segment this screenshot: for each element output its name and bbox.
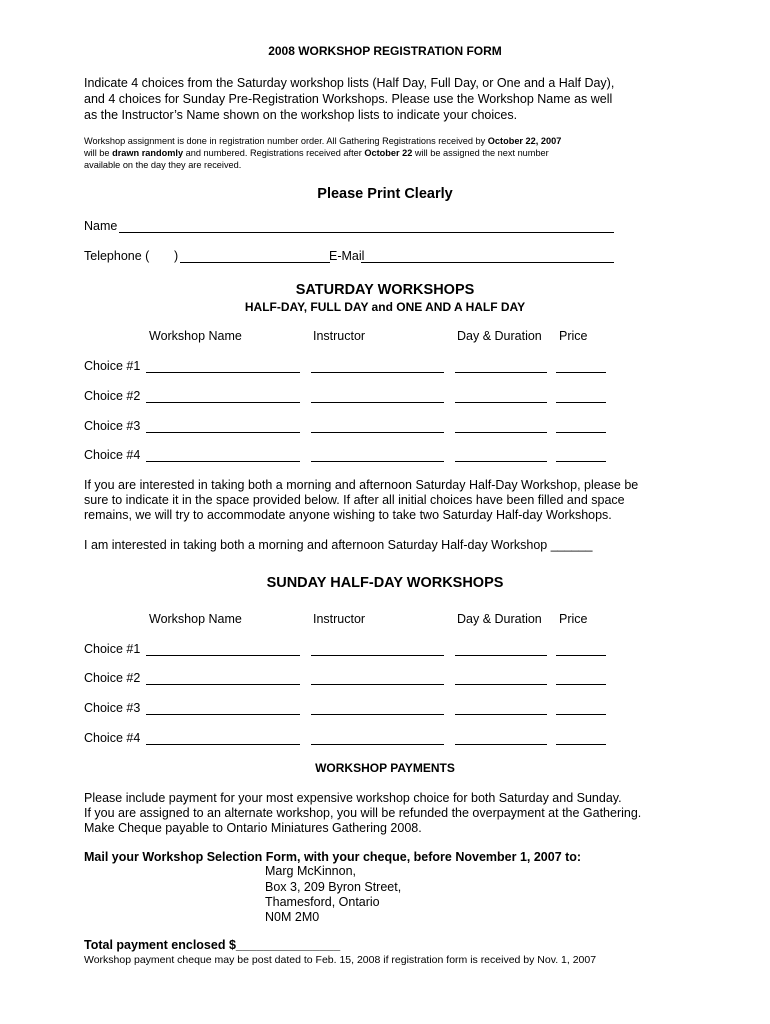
sat-1-instructor-field[interactable] <box>311 372 444 373</box>
email-field[interactable] <box>361 262 614 263</box>
sun-3-day-field[interactable] <box>455 714 547 715</box>
sun-col-instructor: Instructor <box>313 612 366 626</box>
payments-line-2: If you are assigned to an alternate workshop, you will be refunded the overpayment at the Gathering. <box>84 806 642 820</box>
both-note-line-1: If you are interested in taking both a morning and afternoon Saturday Half-Day Workshop, please be <box>84 478 639 492</box>
sat-2-day-field[interactable] <box>455 402 547 403</box>
sat-3-day-field[interactable] <box>455 432 547 433</box>
drawn-randomly-text: drawn randomly <box>112 148 184 158</box>
sat-1-price-field[interactable] <box>556 372 606 373</box>
print-clearly-heading: Please Print Clearly <box>317 186 453 202</box>
sun-3-workshop-field[interactable] <box>146 714 300 715</box>
email-label: E-Mail <box>329 249 365 263</box>
name-label: Name <box>84 219 118 233</box>
sun-3-price-field[interactable] <box>556 714 606 715</box>
postdate-note: Workshop payment cheque may be post dated to Feb. 15, 2008 if registration form is received by Nov. 1, 2007 <box>84 954 597 966</box>
sat-2-workshop-field[interactable] <box>146 402 300 403</box>
both-interest-line[interactable]: I am interested in taking both a morning and afternoon Saturday Half-day Workshop ______ <box>84 538 593 552</box>
choice-label: Choice #2 <box>84 389 141 403</box>
sun-4-day-field[interactable] <box>455 744 547 745</box>
intro-line-1: Indicate 4 choices from the Saturday workshop lists (Half Day, Full Day, or One and a Half Day), <box>84 76 615 90</box>
sun-2-workshop-field[interactable] <box>146 684 300 685</box>
intro-line-2: and 4 choices for Sunday Pre-Registration Workshops. Please use the Workshop Name as well <box>84 92 613 106</box>
address-line-3: Thamesford, Ontario <box>265 895 380 909</box>
sun-col-workshop-name: Workshop Name <box>149 612 242 626</box>
sun-1-workshop-field[interactable] <box>146 655 300 656</box>
both-note-line-2: sure to indicate it in the space provided below. If after all initial choices have been filled and space <box>84 493 625 507</box>
saturday-heading: SATURDAY WORKSHOPS <box>295 282 475 298</box>
sat-3-workshop-field[interactable] <box>146 432 300 433</box>
sat-4-instructor-field[interactable] <box>311 461 444 462</box>
choice-label: Choice #3 <box>84 701 141 715</box>
assignment-note-text: will be assigned the next number <box>412 148 549 158</box>
intro-line-3: as the Instructor’s Name shown on the workshop lists to indicate your choices. <box>84 108 518 122</box>
assignment-note-line-2 <box>84 148 549 158</box>
sat-1-workshop-field[interactable] <box>146 372 300 373</box>
sun-4-price-field[interactable] <box>556 744 606 745</box>
assignment-note-text: Workshop assignment is done in registration number order. All Gathering Registrations received by <box>84 136 488 146</box>
sat-2-instructor-field[interactable] <box>311 402 444 403</box>
sun-4-workshop-field[interactable] <box>146 744 300 745</box>
saturday-subheading: HALF-DAY, FULL DAY and ONE AND A HALF DAY <box>244 300 526 314</box>
assignment-note-line-3: available on the day they are received. <box>84 160 242 170</box>
choice-label: Choice #3 <box>84 419 141 433</box>
sat-4-day-field[interactable] <box>455 461 547 462</box>
choice-label: Choice #1 <box>84 642 141 656</box>
choice-label: Choice #1 <box>84 359 141 373</box>
payments-line-1: Please include payment for your most expensive workshop choice for both Saturday and Sunday. <box>84 791 622 805</box>
telephone-close-paren: ) <box>174 249 179 263</box>
sat-3-price-field[interactable] <box>556 432 606 433</box>
total-payment-field[interactable]: Total payment enclosed $_______________ <box>84 938 341 952</box>
sunday-heading: SUNDAY HALF-DAY WORKSHOPS <box>266 575 504 591</box>
address-line-4: N0M 2M0 <box>265 910 320 924</box>
sat-col-instructor: Instructor <box>313 329 366 343</box>
sun-1-instructor-field[interactable] <box>311 655 444 656</box>
sun-1-day-field[interactable] <box>455 655 547 656</box>
assignment-note-text: will be <box>84 148 113 158</box>
sun-4-instructor-field[interactable] <box>311 744 444 745</box>
sun-2-price-field[interactable] <box>556 684 606 685</box>
sun-2-day-field[interactable] <box>455 684 547 685</box>
choice-label: Choice #2 <box>84 671 141 685</box>
telephone-label: Telephone ( <box>84 249 150 263</box>
name-field[interactable] <box>119 232 614 233</box>
deadline-date: October 22, 2007 <box>487 136 562 146</box>
sat-col-price: Price <box>559 329 588 343</box>
sun-col-price: Price <box>559 612 588 626</box>
cutoff-date: October 22 <box>364 148 413 158</box>
form-title: 2008 WORKSHOP REGISTRATION FORM <box>268 44 502 58</box>
assignment-note-line-1 <box>84 136 561 146</box>
sat-1-day-field[interactable] <box>455 372 547 373</box>
sat-2-price-field[interactable] <box>556 402 606 403</box>
payments-line-3: Make Cheque payable to Ontario Miniatures Gathering 2008. <box>84 821 422 835</box>
sat-col-day-duration: Day & Duration <box>457 329 542 343</box>
sat-4-workshop-field[interactable] <box>146 461 300 462</box>
sat-4-price-field[interactable] <box>556 461 606 462</box>
mail-heading: Mail your Workshop Selection Form, with your cheque, before November 1, 2007 to: <box>84 850 582 864</box>
both-note-line-3: remains, we will try to accommodate anyone wishing to take two Saturday Half-day Workshops. <box>84 508 612 522</box>
sun-3-instructor-field[interactable] <box>311 714 444 715</box>
payments-heading: WORKSHOP PAYMENTS <box>315 761 455 775</box>
sat-3-instructor-field[interactable] <box>311 432 444 433</box>
sun-col-day-duration: Day & Duration <box>457 612 542 626</box>
address-line-2: Box 3, 209 Byron Street, <box>265 880 402 894</box>
choice-label: Choice #4 <box>84 448 141 462</box>
telephone-field[interactable] <box>180 262 330 263</box>
choice-label: Choice #4 <box>84 731 141 745</box>
address-line-1: Marg McKinnon, <box>265 864 357 878</box>
sun-2-instructor-field[interactable] <box>311 684 444 685</box>
sat-col-workshop-name: Workshop Name <box>149 329 242 343</box>
assignment-note-text: and numbered. Registrations received after <box>183 148 365 158</box>
sun-1-price-field[interactable] <box>556 655 606 656</box>
